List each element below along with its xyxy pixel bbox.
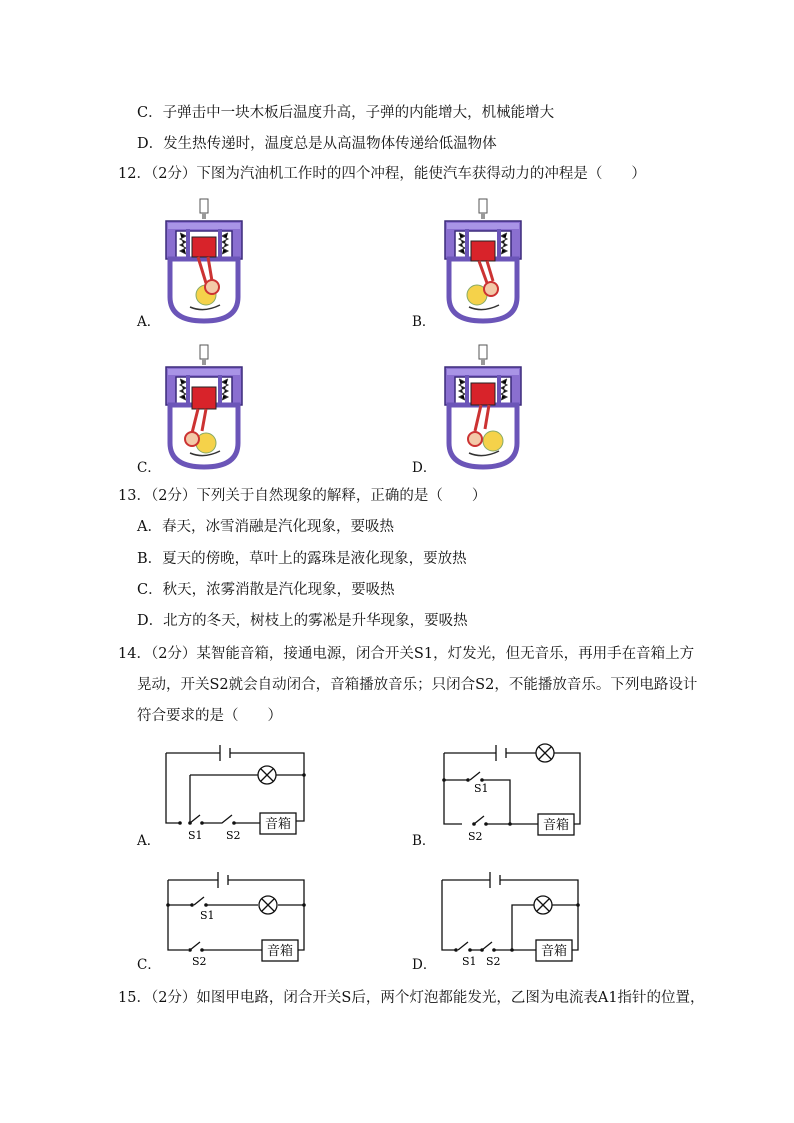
- q14-label-b: B．: [412, 833, 436, 849]
- q14-stem-line2: 晃动，开关S2就会自动闭合，音箱播放音乐；只闭合S2，不能播放音乐。下列电路设计: [137, 677, 698, 693]
- q12-stem: 12．（2分）下图为汽油机工作时的四个冲程，能使汽车获得动力的冲程是（ ）: [118, 166, 646, 182]
- speaker-label: 音箱: [542, 818, 570, 833]
- circuit-diagram-c: [162, 868, 312, 968]
- engine-figure-c: [162, 345, 252, 470]
- circuit-diagram-d: [436, 868, 586, 968]
- switch-s1-label: S1: [200, 909, 215, 922]
- switch-s1-label: S1: [462, 955, 477, 968]
- q12-label-b: B．: [412, 314, 436, 330]
- switch-s2-label: S2: [192, 955, 207, 968]
- circuit-diagram-b: [438, 740, 588, 843]
- circuit-diagram-a: [160, 743, 310, 842]
- switch-s2-label: S2: [468, 830, 483, 843]
- q14-label-a: A．: [137, 833, 161, 849]
- q14-label-c: C．: [137, 957, 161, 973]
- engine-figure-d: [441, 345, 531, 470]
- q14-label-d: D．: [412, 957, 437, 973]
- q15-stem: 15．（2分）如图甲电路，闭合开关S后，两个灯泡都能发光，乙图为电流表A1指针的位置，: [118, 990, 705, 1006]
- switch-s2-label: S2: [486, 955, 501, 968]
- q13-option-c: C．秋天，浓雾消散是汽化现象，要吸热: [137, 582, 395, 598]
- q13-option-b: B．夏天的傍晚，草叶上的露珠是液化现象，要放热: [137, 551, 467, 567]
- q14-stem-line3: 符合要求的是（ ）: [137, 708, 282, 724]
- q13-option-d: D．北方的冬天，树枝上的雾凇是升华现象，要吸热: [137, 613, 468, 629]
- switch-s1-label: S1: [474, 782, 489, 795]
- q12-label-a: A．: [137, 314, 161, 330]
- q12-label-d: D．: [412, 460, 437, 476]
- q14-stem-line1: 14．（2分）某智能音箱，接通电源，闭合开关S1，灯发光，但无音乐，再用手在音箱上方: [118, 646, 695, 662]
- q11-option-d: D．发生热传递时，温度总是从高温物体传递给低温物体: [137, 136, 497, 152]
- q13-stem: 13．（2分）下列关于自然现象的解释，正确的是（ ）: [118, 488, 487, 504]
- switch-s1-label: S1: [188, 829, 203, 842]
- speaker-label: 音箱: [540, 944, 568, 959]
- speaker-label: 音箱: [266, 944, 294, 959]
- engine-figure-b: [441, 199, 531, 324]
- q13-option-a: A．春天，冰雪消融是汽化现象，要吸热: [137, 519, 394, 535]
- engine-figure-a: [162, 199, 252, 324]
- q12-label-c: C．: [137, 460, 161, 476]
- q11-option-c: C．子弹击中一块木板后温度升高，子弹的内能增大，机械能增大: [137, 105, 555, 121]
- switch-s2-label: S2: [226, 829, 241, 842]
- speaker-label: 音箱: [264, 817, 292, 832]
